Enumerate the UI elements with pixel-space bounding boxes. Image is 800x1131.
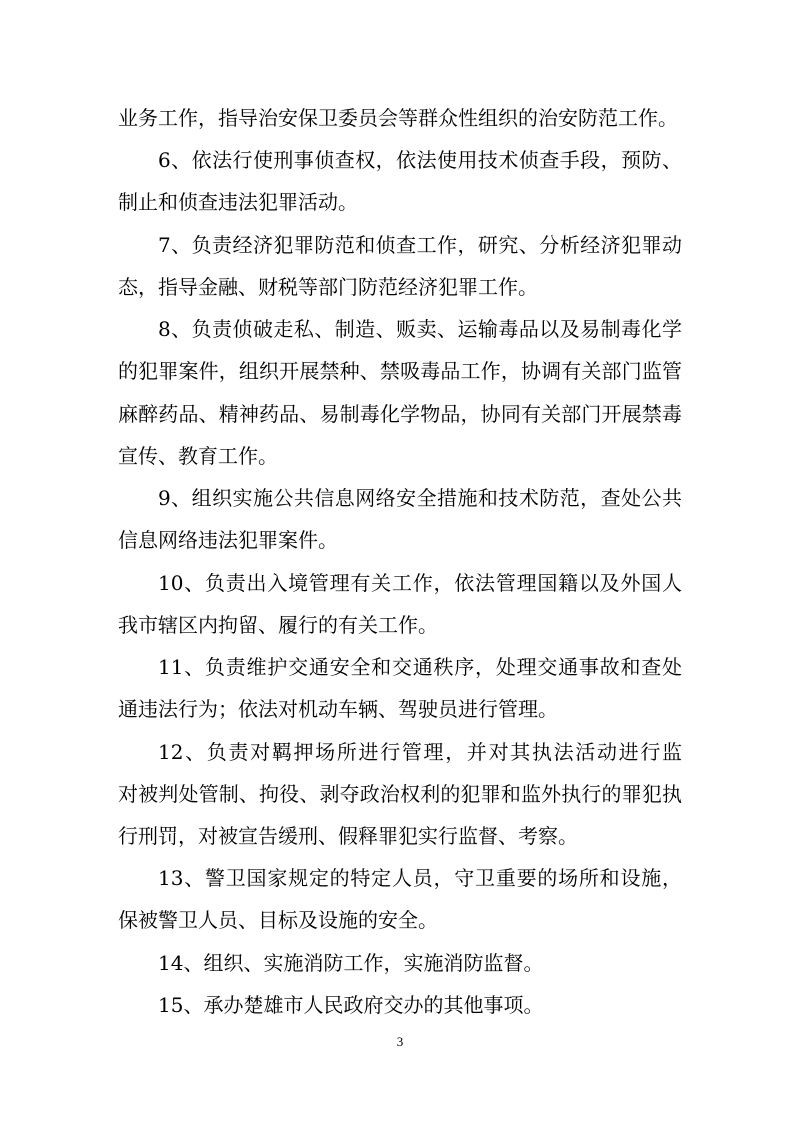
text-line: 8、负责侦破走私、制造、贩卖、运输毒品以及易制毒化学 [158, 317, 682, 342]
text-line: 行刑罚，对被宣告缓刑、假释罪犯实行监督、考察。 [118, 823, 578, 848]
text-line: 15、承办楚雄市人民政府交办的其他事项。 [158, 992, 544, 1017]
text-line: 保被警卫人员、目标及设施的安全。 [118, 908, 438, 933]
text-line: 11、负责维护交通安全和交通秩序，处理交通事故和查处 [158, 655, 682, 680]
text-line: 12、负责对羁押场所进行管理，并对其执法活动进行监 [158, 739, 682, 764]
text-line: 我市辖区内拘留、履行的有关工作。 [118, 612, 438, 637]
text-line: 态，指导金融、财税等部门防范经济犯罪工作。 [118, 274, 538, 299]
text-line: 通违法行为；依法对机动车辆、驾驶员进行管理。 [118, 697, 558, 722]
text-line: 10、负责出入境管理有关工作，依法管理国籍以及外国人 [158, 570, 682, 595]
text-line: 9、组织实施公共信息网络安全措施和技术防范，查处公共 [158, 486, 682, 511]
text-line: 14、组织、实施消防工作，实施消防监督。 [158, 950, 544, 975]
text-line: 信息网络违法犯罪案件。 [118, 528, 338, 553]
body-text [118, 97, 682, 1026]
text-line: 的犯罪案件，组织开展禁种、禁吸毒品工作，协调有关部门监管 [118, 359, 682, 384]
text-line: 7、负责经济犯罪防范和侦查工作，研究、分析经济犯罪动 [158, 232, 682, 257]
text-line: 麻醉药品、精神药品、易制毒化学物品，协同有关部门开展禁毒 [118, 401, 682, 426]
text-line: 宣传、教育工作。 [118, 443, 278, 468]
page-number: 3 [396, 1034, 404, 1049]
text-line: 业务工作，指导治安保卫委员会等群众性组织的治安防范工作。 [118, 106, 678, 130]
text-line: 13、警卫国家规定的特定人员，守卫重要的场所和设施， [158, 866, 682, 891]
text-line: 对被判处管制、拘役、剥夺政治权利的犯罪和监外执行的罪犯执 [118, 781, 682, 806]
text-line: 6、依法行使刑事侦查权，依法使用技术侦查手段，预防、 [158, 148, 682, 173]
text-line: 制止和侦查违法犯罪活动。 [118, 190, 358, 215]
